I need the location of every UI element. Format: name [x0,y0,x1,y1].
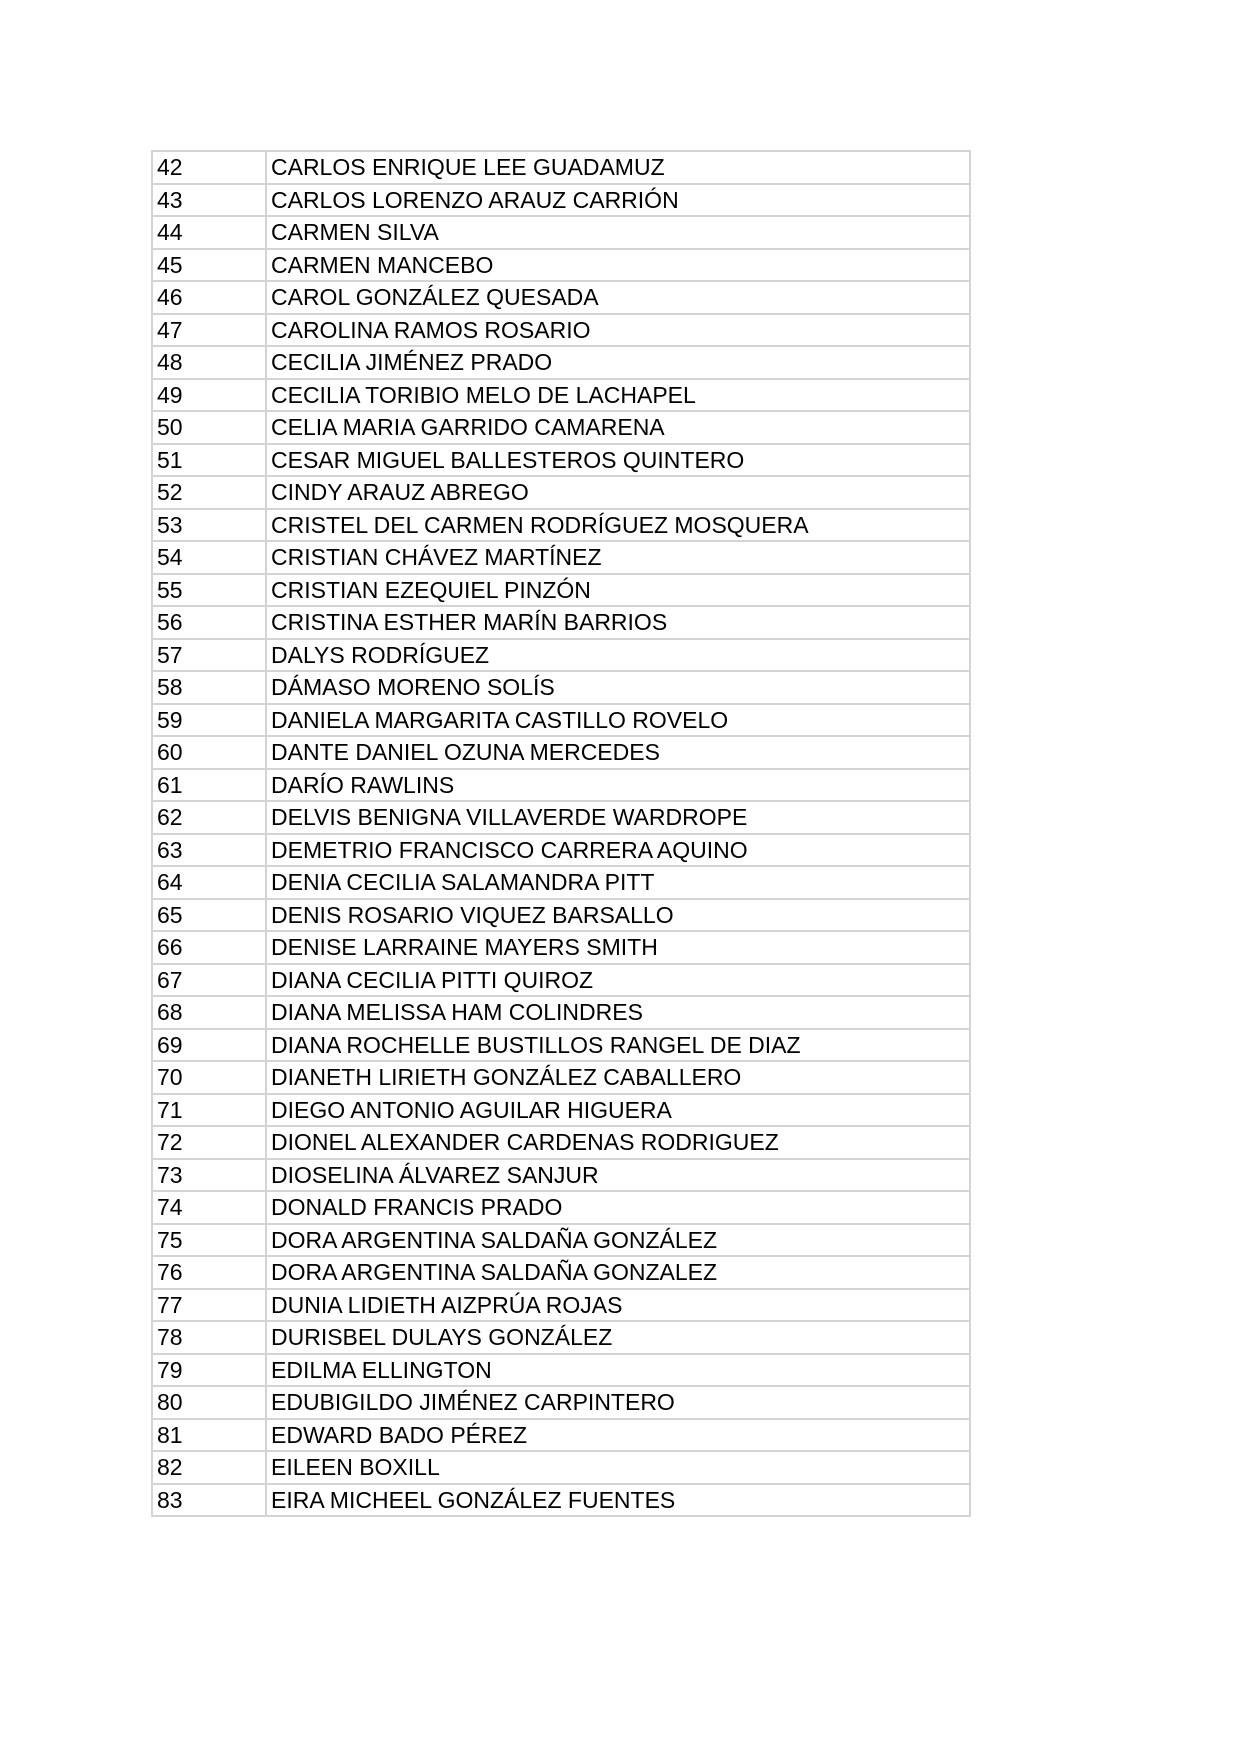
row-name-cell: DARÍO RAWLINS [266,769,970,802]
table-row [152,996,970,1029]
row-number-cell: 51 [152,444,266,477]
table-row [152,1159,970,1192]
table-row [152,606,970,639]
row-name-cell: DURISBEL DULAYS GONZÁLEZ [266,1321,970,1354]
row-name-cell: DENISE LARRAINE MAYERS SMITH [266,931,970,964]
row-number-cell: 74 [152,1191,266,1224]
table-row [152,1451,970,1484]
row-name-cell: DALYS RODRÍGUEZ [266,639,970,672]
row-name-cell: CECILIA JIMÉNEZ PRADO [266,346,970,379]
row-name-cell: DENIA CECILIA SALAMANDRA PITT [266,866,970,899]
row-number-cell: 69 [152,1029,266,1062]
row-number-cell: 76 [152,1256,266,1289]
table-row [152,346,970,379]
row-name-cell: DEMETRIO FRANCISCO CARRERA AQUINO [266,834,970,867]
table-row [152,1061,970,1094]
row-name-cell: DANTE DANIEL OZUNA MERCEDES [266,736,970,769]
row-number-cell: 83 [152,1484,266,1517]
row-number-cell: 50 [152,411,266,444]
row-number-cell: 63 [152,834,266,867]
table-row [152,1289,970,1322]
table-row [152,769,970,802]
row-name-cell: EDUBIGILDO JIMÉNEZ CARPINTERO [266,1386,970,1419]
table-row [152,1419,970,1452]
table-row [152,964,970,997]
row-name-cell: CAROLINA RAMOS ROSARIO [266,314,970,347]
table-row [152,1029,970,1062]
row-name-cell: DENIS ROSARIO VIQUEZ BARSALLO [266,899,970,932]
row-name-cell: CARLOS LORENZO ARAUZ CARRIÓN [266,184,970,217]
row-name-cell: DORA ARGENTINA SALDAÑA GONZALEZ [266,1256,970,1289]
table-row [152,1256,970,1289]
table-row [152,639,970,672]
row-number-cell: 70 [152,1061,266,1094]
row-number-cell: 55 [152,574,266,607]
row-name-cell: EILEEN BOXILL [266,1451,970,1484]
row-name-cell: EIRA MICHEEL GONZÁLEZ FUENTES [266,1484,970,1517]
row-number-cell: 59 [152,704,266,737]
table-row [152,574,970,607]
table-row [152,476,970,509]
row-number-cell: 68 [152,996,266,1029]
row-number-cell: 66 [152,931,266,964]
table-row [152,1191,970,1224]
table-row [152,1094,970,1127]
row-name-cell: CECILIA TORIBIO MELO DE LACHAPEL [266,379,970,412]
row-number-cell: 72 [152,1126,266,1159]
row-name-cell: CRISTIAN EZEQUIEL PINZÓN [266,574,970,607]
row-number-cell: 57 [152,639,266,672]
row-name-cell: CAROL GONZÁLEZ QUESADA [266,281,970,314]
row-name-cell: DIANA CECILIA PITTI QUIROZ [266,964,970,997]
row-name-cell: CRISTIAN CHÁVEZ MARTÍNEZ [266,541,970,574]
table-row [152,866,970,899]
row-number-cell: 60 [152,736,266,769]
row-name-cell: DIANETH LIRIETH GONZÁLEZ CABALLERO [266,1061,970,1094]
row-number-cell: 61 [152,769,266,802]
row-number-cell: 53 [152,509,266,542]
row-number-cell: 77 [152,1289,266,1322]
row-number-cell: 81 [152,1419,266,1452]
table-row [152,834,970,867]
table-row [152,216,970,249]
row-number-cell: 71 [152,1094,266,1127]
table-row [152,931,970,964]
row-name-cell: CARMEN SILVA [266,216,970,249]
row-name-cell: DIEGO ANTONIO AGUILAR HIGUERA [266,1094,970,1127]
table-row [152,1224,970,1257]
row-name-cell: CELIA MARIA GARRIDO CAMARENA [266,411,970,444]
row-number-cell: 42 [152,151,266,184]
row-name-cell: CRISTINA ESTHER MARÍN BARRIOS [266,606,970,639]
row-number-cell: 75 [152,1224,266,1257]
table-row [152,704,970,737]
table-row [152,1126,970,1159]
row-number-cell: 62 [152,801,266,834]
row-number-cell: 73 [152,1159,266,1192]
table-row [152,541,970,574]
row-name-cell: CARMEN MANCEBO [266,249,970,282]
table-row [152,184,970,217]
table-row [152,801,970,834]
row-number-cell: 80 [152,1386,266,1419]
row-name-cell: EDWARD BADO PÉREZ [266,1419,970,1452]
row-number-cell: 49 [152,379,266,412]
table-row [152,1354,970,1387]
row-number-cell: 46 [152,281,266,314]
table-row [152,1321,970,1354]
row-name-cell: DIOSELINA ÁLVAREZ SANJUR [266,1159,970,1192]
table-row [152,899,970,932]
row-number-cell: 52 [152,476,266,509]
table-row [152,281,970,314]
row-number-cell: 78 [152,1321,266,1354]
row-name-cell: DIONEL ALEXANDER CARDENAS RODRIGUEZ [266,1126,970,1159]
row-name-cell: EDILMA ELLINGTON [266,1354,970,1387]
row-number-cell: 54 [152,541,266,574]
row-number-cell: 64 [152,866,266,899]
table-row [152,1484,970,1517]
row-number-cell: 43 [152,184,266,217]
row-number-cell: 58 [152,671,266,704]
table-row [152,151,970,184]
row-name-cell: DONALD FRANCIS PRADO [266,1191,970,1224]
row-name-cell: DIANA ROCHELLE BUSTILLOS RANGEL DE DIAZ [266,1029,970,1062]
roster-table [151,150,971,1517]
table-row [152,379,970,412]
table-row [152,249,970,282]
row-number-cell: 45 [152,249,266,282]
row-name-cell: DORA ARGENTINA SALDAÑA GONZÁLEZ [266,1224,970,1257]
row-number-cell: 56 [152,606,266,639]
row-number-cell: 48 [152,346,266,379]
roster-body [152,151,970,1516]
row-number-cell: 79 [152,1354,266,1387]
table-row [152,411,970,444]
row-number-cell: 44 [152,216,266,249]
table-row [152,444,970,477]
row-number-cell: 67 [152,964,266,997]
table-row [152,671,970,704]
table-row [152,314,970,347]
row-name-cell: DUNIA LIDIETH AIZPRÚA ROJAS [266,1289,970,1322]
table-row [152,736,970,769]
row-name-cell: DELVIS BENIGNA VILLAVERDE WARDROPE [266,801,970,834]
row-name-cell: DANIELA MARGARITA CASTILLO ROVELO [266,704,970,737]
row-number-cell: 82 [152,1451,266,1484]
row-name-cell: DÁMASO MORENO SOLÍS [266,671,970,704]
table-row [152,1386,970,1419]
table-row [152,509,970,542]
row-name-cell: CESAR MIGUEL BALLESTEROS QUINTERO [266,444,970,477]
row-name-cell: CINDY ARAUZ ABREGO [266,476,970,509]
row-name-cell: DIANA MELISSA HAM COLINDRES [266,996,970,1029]
row-number-cell: 65 [152,899,266,932]
row-number-cell: 47 [152,314,266,347]
row-name-cell: CRISTEL DEL CARMEN RODRÍGUEZ MOSQUERA [266,509,970,542]
row-name-cell: CARLOS ENRIQUE LEE GUADAMUZ [266,151,970,184]
